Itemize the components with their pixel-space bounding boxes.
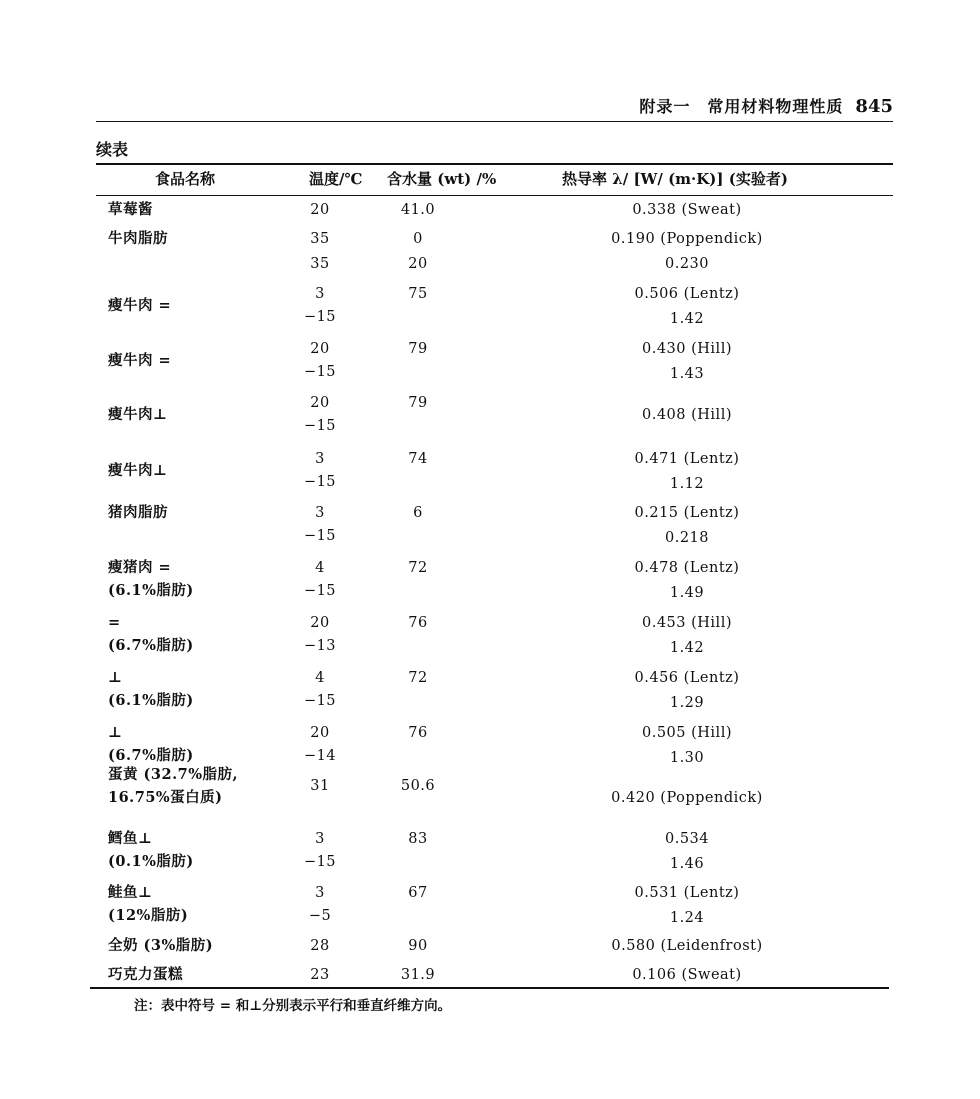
food-name-cell: (6.7%脂肪) [108, 747, 194, 764]
thermal-conductivity-cell: 0.430 (Hill) [642, 341, 732, 357]
temperature-cell: 20 [310, 725, 330, 741]
thermal-conductivity-cell: 0.534 [664, 831, 709, 847]
thermal-conductivity-cell: 0.218 [664, 530, 709, 546]
water-content-cell: 76 [408, 615, 428, 631]
water-content-cell: 41.0 [400, 202, 436, 218]
temperature-cell: 20 [310, 395, 330, 411]
header-rule [96, 121, 893, 122]
water-content-cell: 76 [408, 725, 428, 741]
food-name-cell: 蛋黄 (32.7%脂肪, [108, 766, 239, 783]
food-name-cell: 全奶 (3%脂肪) [108, 937, 214, 954]
water-content-cell: 31.9 [400, 967, 436, 983]
food-name-cell: 瘦牛肉⊥ [108, 405, 168, 423]
food-name-cell: 草莓酱 [108, 201, 153, 218]
thermal-conductivity-cell: 0.190 (Poppendick) [611, 231, 763, 247]
temperature-cell: 4 [315, 560, 325, 576]
temperature-cell: 20 [310, 202, 330, 218]
food-name-cell: (6.1%脂肪) [108, 692, 194, 709]
water-content-cell: 72 [408, 560, 428, 576]
temperature-cell: 35 [310, 256, 330, 272]
food-name-cell: 16.75%蛋白质) [108, 789, 223, 806]
water-content-cell: 79 [408, 341, 428, 357]
temperature-cell: −15 [303, 583, 337, 599]
temperature-cell: 28 [310, 938, 330, 954]
food-name-cell: (6.7%脂肪) [108, 637, 194, 654]
temperature-cell: 3 [315, 831, 325, 847]
thermal-conductivity-cell: 1.42 [669, 311, 705, 327]
temperature-cell: 31 [310, 778, 330, 794]
thermal-conductivity-cell: 0.420 (Poppendick) [611, 790, 763, 806]
water-content-cell: 67 [408, 885, 428, 901]
food-name-cell: (0.1%脂肪) [108, 853, 194, 870]
food-name-cell: (12%脂肪) [108, 907, 189, 924]
temperature-cell: −13 [303, 638, 337, 654]
food-name-cell: ⊥ [108, 669, 123, 686]
header-water-content: 含水量 (wt) /% [387, 170, 497, 188]
temperature-cell: −14 [303, 748, 337, 764]
temperature-cell: 4 [315, 670, 325, 686]
water-content-cell: 90 [408, 938, 428, 954]
temperature-cell: 23 [310, 967, 330, 983]
temperature-cell: 35 [310, 231, 330, 247]
temperature-cell: −15 [303, 309, 337, 325]
thermal-conductivity-cell: 1.29 [669, 695, 705, 711]
thermal-conductivity-cell: 0.230 [664, 256, 709, 272]
thermal-conductivity-cell: 0.408 (Hill) [642, 407, 732, 423]
food-name-cell: 瘦牛肉 = [108, 351, 172, 369]
temperature-cell: −15 [303, 418, 337, 434]
food-name-cell: (6.1%脂肪) [108, 582, 194, 599]
thermal-conductivity-cell: 0.453 (Hill) [642, 615, 732, 631]
thermal-conductivity-cell: 0.478 (Lentz) [634, 560, 740, 576]
header-temperature: 温度/℃ [309, 170, 363, 188]
water-content-cell: 83 [408, 831, 428, 847]
thermal-conductivity-cell: 0.505 (Hill) [642, 725, 732, 741]
running-head [96, 94, 893, 117]
thermal-conductivity-cell: 0.506 (Lentz) [634, 286, 740, 302]
food-name-cell: ⊥ [108, 724, 123, 741]
water-content-cell: 0 [413, 231, 423, 247]
thermal-conductivity-cell: 1.30 [669, 750, 705, 766]
temperature-cell: −5 [308, 908, 332, 924]
water-content-cell: 6 [413, 505, 423, 521]
temperature-cell: 20 [310, 341, 330, 357]
temperature-cell: −15 [303, 528, 337, 544]
continued-label: 续表 [96, 140, 129, 159]
temperature-cell: 20 [310, 615, 330, 631]
thermal-conductivity-cell: 0.456 (Lentz) [634, 670, 740, 686]
water-content-cell: 74 [408, 451, 428, 467]
temperature-cell: 3 [315, 451, 325, 467]
temperature-cell: −15 [303, 693, 337, 709]
thermal-conductivity-cell: 0.580 (Leidenfrost) [611, 938, 763, 954]
water-content-cell: 50.6 [400, 778, 436, 794]
thermal-conductivity-cell: 1.49 [669, 585, 705, 601]
thermal-conductivity-cell: 0.215 (Lentz) [634, 505, 740, 521]
page-number: 845 [855, 96, 893, 117]
food-name-cell: 鲑鱼⊥ [108, 884, 153, 901]
thermal-conductivity-cell: 0.531 (Lentz) [634, 885, 740, 901]
food-name-cell: 鳕鱼⊥ [108, 830, 153, 847]
header-food-name: 食品名称 [155, 170, 216, 188]
temperature-cell: −15 [303, 854, 337, 870]
food-name-cell: 瘦牛肉⊥ [108, 461, 168, 479]
food-name-cell: 猪肉脂肪 [108, 504, 168, 521]
temperature-cell: 3 [315, 505, 325, 521]
temperature-cell: 3 [315, 286, 325, 302]
temperature-cell: 3 [315, 885, 325, 901]
thermal-conductivity-cell: 1.24 [669, 910, 705, 926]
thermal-conductivity-cell: 1.43 [669, 366, 705, 382]
temperature-cell: −15 [303, 474, 337, 490]
food-name-cell: 牛肉脂肪 [108, 230, 168, 247]
running-head-title: 附录一 常用材料物理性质 [639, 97, 844, 116]
food-name-cell: = [108, 614, 121, 631]
thermal-conductivity-cell: 1.12 [669, 476, 705, 492]
header-thermal-conductivity: 热导率 λ/ [W/ (m·K)] (实验者) [562, 170, 788, 188]
thermal-conductivity-cell: 0.471 (Lentz) [634, 451, 740, 467]
table-footnote: 注：表中符号 = 和⊥分别表示平行和垂直纤维方向。 [134, 998, 452, 1014]
table-top-rule [96, 163, 893, 165]
temperature-cell: −15 [303, 364, 337, 380]
food-name-cell: 巧克力蛋糕 [108, 966, 183, 983]
water-content-cell: 79 [408, 395, 428, 411]
food-name-cell: 瘦牛肉 = [108, 296, 172, 314]
thermal-conductivity-cell: 1.46 [669, 856, 705, 872]
thermal-conductivity-cell: 1.42 [669, 640, 705, 656]
water-content-cell: 72 [408, 670, 428, 686]
table-header-rule [96, 195, 893, 196]
food-name-cell: 瘦猪肉 = [108, 559, 172, 576]
thermal-conductivity-cell: 0.106 (Sweat) [632, 967, 742, 983]
water-content-cell: 75 [408, 286, 428, 302]
thermal-conductivity-cell: 0.338 (Sweat) [632, 202, 742, 218]
water-content-cell: 20 [408, 256, 428, 272]
table-bottom-rule [90, 987, 889, 989]
